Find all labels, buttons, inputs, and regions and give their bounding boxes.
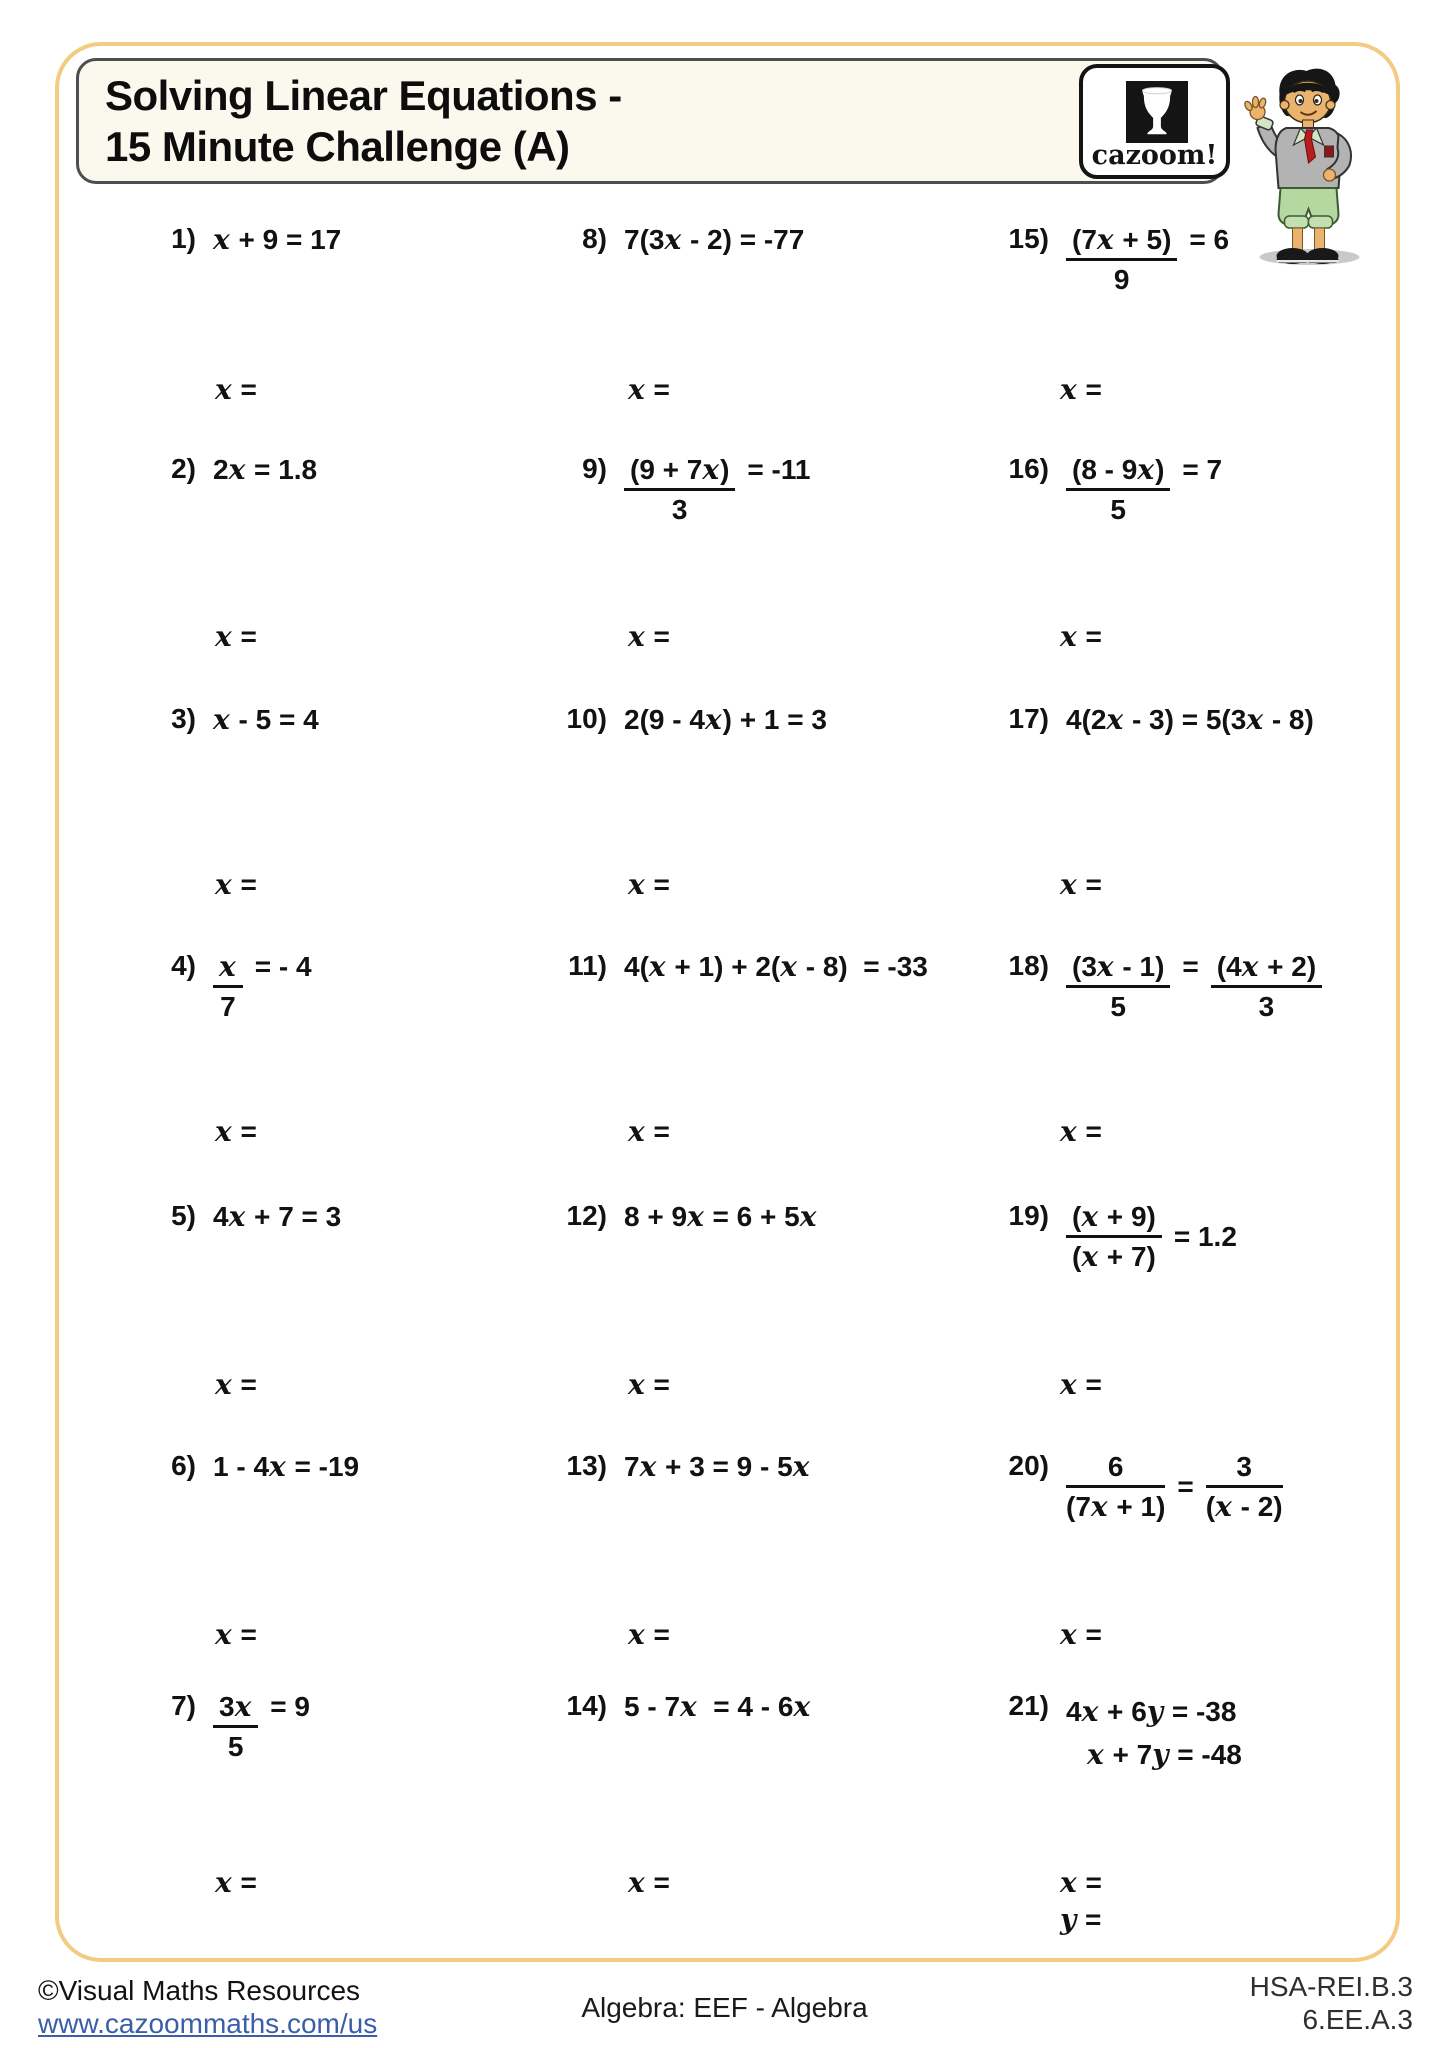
problem-16 — [1008, 453, 1223, 527]
problem-number: 20) — [1008, 1450, 1049, 1481]
fraction-denominator: 9 — [1113, 264, 1130, 295]
variable: x — [1087, 1738, 1104, 1771]
equation — [213, 223, 341, 257]
footer-category: Algebra: EEF - Algebra — [581, 1992, 868, 2023]
problem-13 — [566, 1450, 810, 1484]
fraction-denominator: (x - 2) — [1205, 1490, 1283, 1523]
problem-number: 8) — [582, 223, 607, 254]
variable: x — [215, 1618, 232, 1651]
equation-text: 4x + 7 = 3 — [213, 1200, 342, 1233]
fraction-denominator: 5 — [1110, 991, 1126, 1022]
variable: x — [628, 373, 645, 406]
problem-19 — [1008, 1200, 1237, 1274]
variable: x — [228, 453, 246, 486]
variable: x — [1137, 453, 1155, 486]
problem-5 — [171, 1200, 342, 1234]
fraction-numerator: (9 + 7x) — [624, 453, 735, 491]
variable: x — [1090, 1490, 1108, 1523]
variable: x — [628, 1115, 645, 1148]
variable: x — [215, 620, 232, 653]
variable: x — [215, 1115, 232, 1148]
answer-label-20: x = — [1060, 1618, 1102, 1651]
fraction-denominator: 5 — [227, 1731, 244, 1762]
problem-14 — [566, 1690, 811, 1724]
answer-label-21: x = y = — [1060, 1866, 1102, 1936]
problem-number: 3) — [171, 703, 196, 734]
problem-number: 21) — [1008, 1690, 1049, 1721]
equation-text: = — [1182, 951, 1199, 982]
equation-text: = 6 — [1189, 224, 1230, 255]
cazoom-logo — [1079, 64, 1230, 179]
variable: x — [1081, 1200, 1099, 1233]
variable: x — [269, 1450, 286, 1483]
footer-standard-2: 6.EE.A.3 — [1302, 2004, 1413, 2035]
fraction — [1066, 223, 1177, 297]
problem-3 — [171, 703, 319, 737]
equation-text: 4(2x - 3) = 5(3x - 8) — [1066, 703, 1314, 736]
equation — [624, 1450, 810, 1484]
problem-number: 17) — [1008, 703, 1049, 734]
problem-10 — [566, 703, 827, 737]
variable: x — [628, 868, 645, 901]
variable: y — [1152, 1738, 1169, 1771]
answer-label-3: x = — [215, 868, 257, 901]
variable: x — [1096, 950, 1114, 983]
page-title-line2: 15 Minute Challenge (A) — [105, 123, 570, 170]
problem-number: 2) — [171, 453, 196, 484]
variable: x — [1106, 703, 1124, 736]
answer-label-2: x = — [215, 620, 257, 653]
equation-text: = -11 — [747, 454, 811, 485]
variable: y — [1146, 1695, 1164, 1728]
fraction — [1066, 1450, 1165, 1524]
fraction-denominator: 5 — [1110, 494, 1126, 525]
fraction — [213, 1690, 258, 1764]
variable: x — [1215, 1490, 1232, 1523]
mascot-boy-illustration — [1232, 64, 1377, 269]
fraction-denominator: 3 — [1258, 991, 1275, 1022]
variable: x — [234, 1690, 252, 1723]
fraction-numerator: (x + 9) — [1066, 1200, 1162, 1238]
equation-text: 8 + 9x = 6 + 5x — [624, 1200, 817, 1233]
footer-url-link[interactable]: www.cazoommaths.com/us — [38, 2008, 378, 2039]
variable: x — [1060, 1618, 1077, 1651]
variable: x — [1081, 1240, 1099, 1273]
fraction-denominator: (x + 7) — [1072, 1240, 1156, 1273]
problem-6 — [171, 1450, 360, 1484]
fraction — [624, 453, 735, 527]
problem-number: 13) — [566, 1450, 607, 1481]
answer-label-1: x = — [215, 373, 257, 406]
equation — [1066, 950, 1322, 1024]
problem-12 — [566, 1200, 817, 1234]
variable: x — [228, 1200, 246, 1233]
variable: x — [664, 223, 682, 256]
variable: x — [215, 1866, 232, 1899]
problem-number: 15) — [1008, 223, 1049, 254]
djembe-drum-icon — [1126, 80, 1188, 144]
answer-label-5: x = — [215, 1368, 257, 1401]
fraction — [1066, 1200, 1162, 1274]
equation — [1066, 1450, 1283, 1524]
variable: x — [780, 950, 797, 983]
fraction-numerator — [213, 950, 243, 988]
equation — [624, 950, 928, 984]
problem-number: 16) — [1008, 453, 1049, 484]
variable: x — [793, 1690, 811, 1723]
variable: x — [687, 1200, 704, 1233]
problem-1 — [171, 223, 342, 257]
problem-7 — [171, 1690, 310, 1764]
equation-text: 4(x + 1) + 2(x - 8) = -33 — [624, 950, 928, 983]
problem-4 — [171, 950, 312, 1024]
fraction — [1066, 950, 1170, 1024]
variable: x — [628, 620, 645, 653]
equation — [1066, 1690, 1242, 1776]
problem-number: 14) — [566, 1690, 607, 1721]
variable: y — [1060, 1903, 1077, 1936]
fraction — [1206, 1450, 1283, 1524]
equation — [213, 1450, 359, 1484]
answer-label-17: x = — [1060, 868, 1102, 901]
equation-text: 1 - 4x = -19 — [213, 1450, 360, 1483]
problem-number: 11) — [568, 950, 607, 981]
variable: x — [799, 1200, 817, 1233]
variable: x — [648, 950, 666, 983]
equation — [213, 453, 317, 487]
variable: x — [215, 373, 232, 406]
variable: x — [628, 1618, 645, 1651]
variable: x — [1060, 620, 1077, 653]
fraction-numerator: (7x + 5) — [1066, 223, 1177, 261]
equation-text: = 7 — [1182, 454, 1223, 485]
variable: x — [1060, 1368, 1077, 1401]
variable: x — [1096, 223, 1114, 256]
variable: x — [1081, 1695, 1099, 1728]
problem-number: 5) — [171, 1200, 196, 1231]
variable: x — [219, 950, 236, 983]
variable: x — [704, 703, 722, 736]
equation-text: x + 9 = 17 — [213, 223, 342, 256]
equation-text: 7(3x - 2) = -77 — [624, 223, 805, 256]
page-title-line1: Solving Linear Equations - — [105, 72, 622, 119]
equation-text: 2(9 - 4x) + 1 = 3 — [624, 703, 827, 736]
problem-21 — [1008, 1690, 1242, 1776]
variable: x — [1246, 703, 1264, 736]
problem-8 — [582, 223, 805, 257]
answer-label-4: x = — [215, 1115, 257, 1148]
equation-text: = 9 — [270, 1691, 310, 1722]
problem-11 — [568, 950, 928, 984]
equation — [624, 703, 827, 737]
equation-text: 7x + 3 = 9 - 5x — [624, 1450, 810, 1483]
answer-label-14: x = — [628, 1866, 670, 1899]
problem-number: 12) — [566, 1200, 607, 1231]
variable: x — [213, 703, 230, 736]
problem-9 — [582, 453, 811, 527]
page-title — [105, 70, 622, 172]
equation — [1066, 453, 1222, 527]
variable: x — [628, 1866, 645, 1899]
cazoom-logo-label: cazoom! — [1091, 140, 1218, 171]
equation — [624, 223, 804, 257]
answer-label-6: x = — [215, 1618, 257, 1651]
answer-label-10: x = — [628, 868, 670, 901]
fraction-numerator: (3x - 1) — [1066, 950, 1170, 988]
equation — [1066, 1200, 1237, 1274]
variable: x — [680, 1690, 697, 1723]
answer-label-13: x = — [628, 1618, 670, 1651]
variable: x — [215, 868, 232, 901]
equation — [624, 1200, 817, 1234]
equation — [1066, 703, 1314, 737]
problem-2 — [171, 453, 318, 487]
problem-number: 10) — [566, 703, 607, 734]
variable: x — [215, 1368, 232, 1401]
equation-text: 2x = 1.8 — [213, 453, 318, 486]
problem-number: 1) — [171, 223, 196, 254]
equation — [213, 950, 312, 1024]
answer-label-11: x = — [628, 1115, 670, 1148]
fraction-numerator: 3x — [213, 1690, 258, 1728]
variable: x — [213, 223, 230, 256]
variable: x — [792, 1450, 810, 1483]
problem-18 — [1008, 950, 1322, 1024]
equation — [213, 1690, 310, 1764]
equation-line: 4x + 6y = -38 — [1066, 1695, 1237, 1728]
fraction-denominator: 3 — [671, 494, 688, 525]
problem-number: 19) — [1008, 1200, 1049, 1231]
equation-line: x + 7y = -48 — [1087, 1738, 1242, 1771]
fraction-numerator: 6 — [1066, 1450, 1165, 1488]
variable: x — [1060, 373, 1077, 406]
equation-text: x - 5 = 4 — [213, 703, 319, 736]
answer-label-18: x = — [1060, 1115, 1102, 1148]
equation-text: = — [1177, 1471, 1194, 1502]
equation — [624, 1690, 811, 1724]
equation — [213, 703, 319, 737]
footer-copyright: ©Visual Maths Resources — [38, 1975, 361, 2006]
equation — [213, 1200, 341, 1234]
footer-standard-1: HSA-REI.B.3 — [1249, 1971, 1413, 2002]
fraction-numerator: (4x + 2) — [1211, 950, 1322, 988]
problem-15 — [1008, 223, 1230, 297]
problem-number: 7) — [171, 1690, 196, 1721]
equation-text: 5 - 7x = 4 - 6x — [624, 1690, 811, 1723]
answer-label-9: x = — [628, 620, 670, 653]
problem-number: 4) — [171, 950, 196, 981]
variable: x — [702, 453, 720, 486]
fraction-denominator: (7x + 1) — [1066, 1490, 1166, 1523]
equation — [1066, 223, 1229, 297]
answer-label-16: x = — [1060, 620, 1102, 653]
fraction — [213, 950, 243, 1024]
fraction — [1066, 453, 1170, 527]
equation — [624, 453, 810, 527]
problem-number: 18) — [1008, 950, 1049, 981]
variable: x — [1060, 868, 1077, 901]
equation-text: = - 4 — [254, 951, 312, 982]
answer-label-7: x = — [215, 1866, 257, 1899]
problem-20 — [1008, 1450, 1283, 1524]
variable: x — [628, 1368, 645, 1401]
variable: x — [639, 1450, 657, 1483]
answer-label-12: x = — [628, 1368, 670, 1401]
fraction-denominator: 7 — [220, 991, 236, 1022]
problem-17 — [1008, 703, 1314, 737]
answer-label-8: x = — [628, 373, 670, 406]
footer-standards — [1250, 1970, 1413, 2036]
fraction-numerator: (8 - 9x) — [1066, 453, 1170, 491]
answer-label-15: x = — [1060, 373, 1102, 406]
variable: x — [1241, 950, 1259, 983]
fraction-numerator: 3 — [1206, 1450, 1283, 1488]
fraction — [1211, 950, 1322, 1024]
answer-label-19: x = — [1060, 1368, 1102, 1401]
variable: x — [1060, 1866, 1077, 1899]
problem-number: 9) — [582, 453, 607, 484]
variable: x — [1060, 1115, 1077, 1148]
problem-number: 6) — [171, 1450, 196, 1481]
equation-system — [1066, 1690, 1242, 1776]
equation-text: = 1.2 — [1173, 1221, 1237, 1252]
